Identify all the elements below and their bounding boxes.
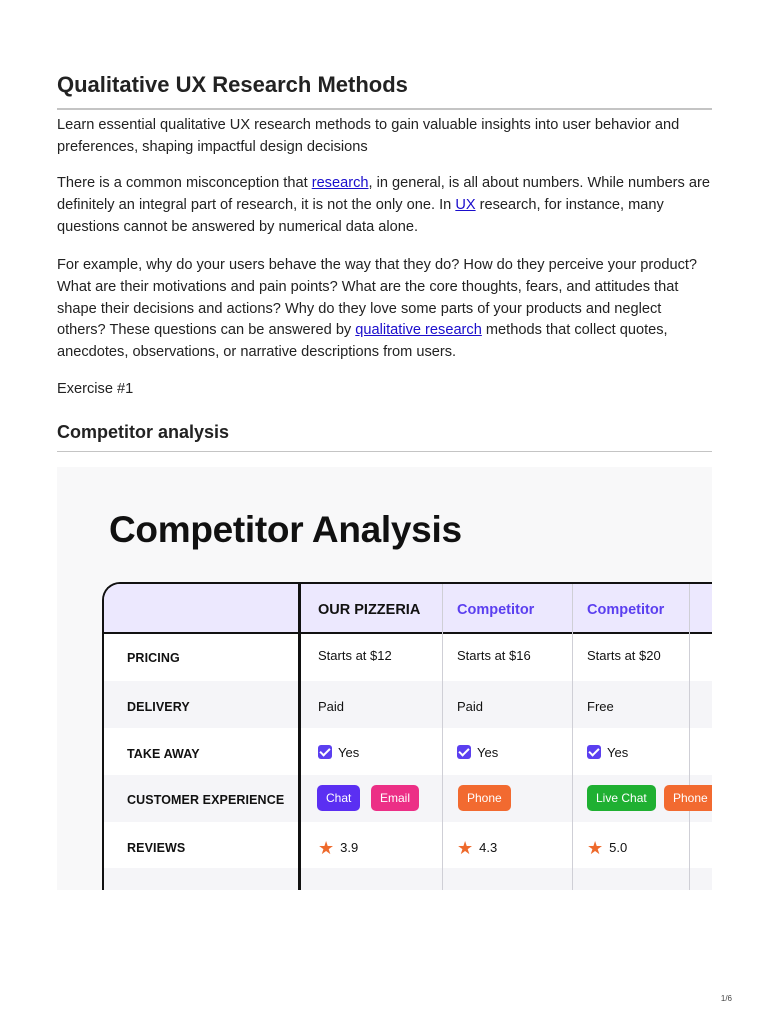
column-header-our-pizzeria: OUR PIZZERIA <box>318 602 421 618</box>
row-background-extra <box>104 868 712 890</box>
rating-value: 4.3 <box>479 840 498 855</box>
column-divider-2 <box>442 584 443 890</box>
reviews-cell-comp2 <box>587 838 627 859</box>
p2-text-1: There is a common misconception that <box>57 175 312 191</box>
column-header-competitor-2: Competitor <box>587 602 665 618</box>
comparison-table <box>102 582 712 890</box>
column-divider-4 <box>689 584 690 890</box>
exercise-label: Exercise #1 <box>57 381 134 397</box>
section-heading: Competitor analysis <box>57 422 230 442</box>
star-icon: ★ <box>587 838 604 858</box>
column-header-competitor-1: Competitor <box>457 602 535 618</box>
page-number: 1/6 <box>720 994 732 1003</box>
delivery-cell-comp2: Free <box>587 699 614 714</box>
row-label-customer-experience: CUSTOMER EXPERIENCE <box>127 793 285 807</box>
takeaway-value: Yes <box>477 745 499 760</box>
ux-link[interactable]: UX <box>455 196 476 213</box>
research-link[interactable]: research <box>311 175 369 191</box>
column-divider-main <box>298 584 301 890</box>
reviews-cell-ours <box>318 838 358 859</box>
pricing-cell-ours: Starts at $12 <box>318 648 392 663</box>
live-chat-tag: Live Chat <box>587 785 656 811</box>
competitor-analysis-figure <box>57 467 712 890</box>
intro-paragraph: Learn essential qualitative UX research methods to gain valuable insights into user behavior and preferences, shaping impactful design decisions <box>57 117 680 155</box>
takeaway-value: Yes <box>607 745 629 760</box>
checkbox-icon <box>587 745 601 759</box>
pricing-cell-comp2: Starts at $20 <box>587 648 661 663</box>
takeaway-value: Yes <box>338 745 360 760</box>
star-icon: ★ <box>457 838 474 858</box>
takeaway-cell-comp1 <box>457 745 498 760</box>
section-divider <box>57 451 712 452</box>
row-label-reviews: REVIEWS <box>127 841 186 855</box>
page-title: Qualitative UX Research Methods <box>57 72 408 97</box>
p2-text-3: research, for instance, many questions cannot be answered by numerical data alone. <box>57 196 664 235</box>
pricing-cell-comp1: Starts at $16 <box>457 648 531 663</box>
title-divider <box>57 108 712 110</box>
row-label-delivery: DELIVERY <box>127 700 190 714</box>
phone-tag: Phone <box>664 785 712 811</box>
chat-tag: Chat <box>317 785 360 811</box>
delivery-cell-ours: Paid <box>318 699 345 714</box>
misconception-paragraph <box>57 173 712 238</box>
p2-text-2: , in general, is all about numbers. While numbers are definitely an integral part of research, it is not the only one. In <box>57 175 710 213</box>
column-divider-3 <box>572 584 573 890</box>
checkbox-icon <box>318 745 332 759</box>
p3-text-1: For example, why do your users behave the way that they do? How do they perceive your product? What are their motivations and pain points? What are the core thoughts, fears, and attitudes that shape their decisions and actions? Why do they love some parts of your products and neglect others? These questions can be answered by <box>57 257 698 339</box>
takeaway-cell-comp2 <box>587 745 628 760</box>
email-tag: Email <box>371 785 419 811</box>
reviews-cell-comp1 <box>457 838 497 859</box>
star-icon: ★ <box>318 838 335 858</box>
figure-title: Competitor Analysis <box>109 509 462 550</box>
checkbox-icon <box>457 745 471 759</box>
delivery-cell-comp1: Paid <box>457 699 484 714</box>
rating-value: 5.0 <box>609 840 628 855</box>
qualitative-research-link[interactable]: qualitative research <box>355 322 482 339</box>
phone-tag: Phone <box>458 785 511 811</box>
row-label-pricing: PRICING <box>127 651 180 665</box>
takeaway-cell-ours <box>318 745 359 760</box>
p3-text-2: methods that collect quotes, anecdotes, observations, or narrative descriptions from users. <box>57 322 668 361</box>
rating-value: 3.9 <box>340 840 359 855</box>
row-label-take-away: TAKE AWAY <box>127 747 200 761</box>
row-background-delivery <box>104 681 712 728</box>
questions-paragraph <box>57 255 712 364</box>
